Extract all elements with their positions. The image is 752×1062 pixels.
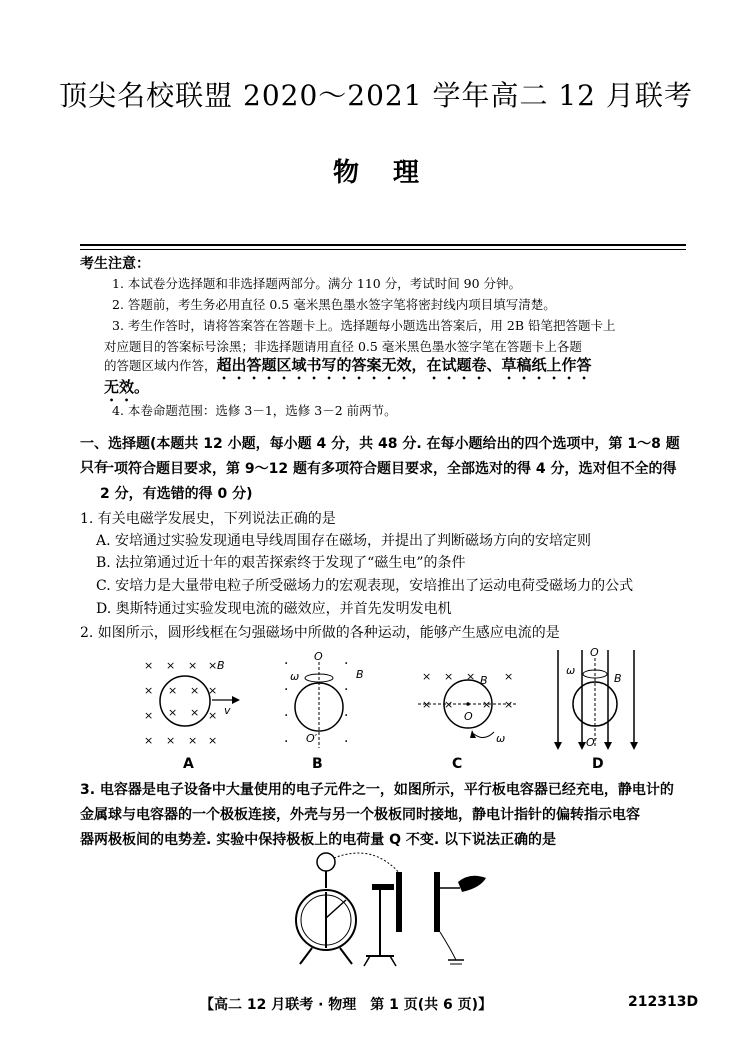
figure-b [278, 648, 388, 756]
svg-text:·: · [344, 734, 349, 750]
svg-text:×: × [188, 734, 198, 747]
svg-text:O: O [314, 650, 323, 663]
svg-text:×: × [168, 706, 178, 719]
question-1-option-a: A. 安培通过实验发现通电导线周围存在磁场，并提出了判断磁场方向的安培定则 [96, 533, 592, 549]
svg-text:×: × [504, 670, 514, 683]
svg-text:ω: ω [496, 732, 506, 745]
notice-item-3-cont: 对应题目的答案标号涂黑；非选择题请用直径 0.5 毫米黑色墨水签字笔在答题卡上各题 [104, 339, 582, 354]
svg-text:O′: O′ [306, 732, 318, 745]
section-instructions-line3: 2 分，有选错的得 0 分) [100, 486, 253, 502]
svg-text:×: × [190, 684, 200, 697]
svg-text:·: · [344, 708, 349, 724]
figure-a-label: A [183, 756, 194, 772]
section-instructions-line2: 一项符合题目要求，第 9～12 题有多项符合题目要求，全部选对的得 4 分，选对但不全的得 [100, 461, 677, 477]
subject-title: 物理 [332, 158, 453, 188]
svg-text:·: · [284, 708, 289, 724]
figure-electrometer [290, 848, 500, 968]
svg-text:v: v [224, 704, 231, 717]
svg-text:×: × [144, 659, 154, 672]
svg-text:×: × [166, 734, 176, 747]
svg-text:·: · [284, 734, 289, 750]
svg-text:×: × [504, 698, 514, 711]
question-1-stem: 1. 有关电磁学发展史，下列说法正确的是 [80, 511, 336, 527]
question-1-option-c: C. 安培力是大量带电粒子所受磁场力的宏观表现，安培推出了运动电荷受磁场力的公式 [96, 578, 634, 594]
svg-text:×: × [208, 709, 218, 722]
svg-text:×: × [208, 659, 218, 672]
svg-text:×: × [168, 684, 178, 697]
svg-text:O′: O′ [586, 736, 598, 749]
question-2-stem: 2. 如图所示，圆形线框在匀强磁场中所做的各种运动，能够产生感应电流的是 [80, 625, 560, 641]
svg-text:B: B [614, 672, 622, 685]
svg-text:B: B [217, 659, 225, 672]
figure-c-label: C [452, 756, 463, 772]
notice-emphasis-end: 无效。 [104, 378, 150, 396]
svg-text:ω: ω [290, 670, 300, 683]
svg-text:×: × [482, 698, 492, 711]
svg-text:·: · [284, 656, 289, 672]
page-footer: 【高二 12 月联考 · 物理 第 1 页(共 6 页)】 [200, 997, 493, 1013]
svg-text:×: × [144, 709, 154, 722]
figure-d-label: D [592, 756, 604, 772]
header-rule-thin [80, 249, 686, 250]
notice-item-3: 3. 考生作答时，请将答案答在答题卡上。选择题每小题选出答案后，用 2B 铅笔把答题卡上 [112, 318, 616, 333]
svg-text:·: · [344, 682, 349, 698]
svg-text:×: × [422, 698, 432, 711]
question-1-option-d: D. 奥斯特通过实验发现电流的磁效应，并首先发明发电机 [96, 601, 452, 617]
svg-text:×: × [188, 659, 198, 672]
figure-c [414, 660, 524, 750]
svg-text:×: × [166, 659, 176, 672]
notice-item-4: 4. 本卷命题范围：选修 3－1，选修 3－2 前两节。 [112, 403, 397, 418]
svg-text:×: × [444, 698, 454, 711]
question-3-line1: 3. 电容器是电子设备中大量使用的电子元件之一，如图所示，平行板电容器已经充电，静电计的 [80, 782, 674, 798]
figure-d [550, 646, 650, 756]
svg-text:×: × [208, 734, 218, 747]
svg-text:×: × [190, 706, 200, 719]
notice-item-1: 1. 本试卷分选择题和非选择题两部分。满分 110 分，考试时间 90 分钟。 [112, 276, 522, 291]
svg-text:×: × [208, 684, 218, 697]
svg-text:×: × [144, 734, 154, 747]
notice-item-2: 2. 答题前，考生务必用直径 0.5 毫米黑色墨水签字笔将密封线内项目填写清楚。 [112, 297, 556, 312]
svg-text:B: B [480, 674, 488, 687]
question-3-line3: 器两极板间的电势差. 实验中保持极板上的电荷量 Q 不变. 以下说法正确的是 [80, 832, 557, 848]
svg-text:×: × [466, 670, 476, 683]
paper-code: 212313D [628, 994, 699, 1010]
svg-text:×: × [144, 684, 154, 697]
section-instructions-line1: 一、选择题(本题共 12 小题，每小题 4 分，共 48 分. 在每小题给出的四个选项中，第 1～8 题只有 [80, 436, 680, 476]
svg-text:×: × [422, 670, 432, 683]
figure-a [136, 650, 246, 750]
svg-text:·: · [284, 682, 289, 698]
svg-text:·: · [344, 656, 349, 672]
figure-b-label: B [312, 756, 323, 772]
svg-text:×: × [444, 670, 454, 683]
svg-text:O: O [590, 646, 599, 659]
svg-text:B: B [356, 668, 364, 681]
notice-emphasis: 超出答题区域书写的答案无效，在试题卷、草稿纸上作答 [216, 356, 592, 374]
svg-text:O: O [464, 710, 473, 723]
header-rule-thick [80, 244, 686, 246]
exam-title: 顶尖名校联盟 2020～2021 学年高二 12 月联考 [59, 79, 693, 112]
notice-item-3-text: 的答题区域内作答， [104, 358, 217, 373]
question-1-option-b: B. 法拉第通过近十年的艰苦探索终于发现了“磁生电”的条件 [96, 555, 466, 571]
question-3-line2: 金属球与电容器的一个极板连接，外壳与另一个极板同时接地，静电计指针的偏转指示电容 [80, 807, 640, 823]
svg-text:ω: ω [566, 664, 576, 677]
notice-heading: 考生注意： [80, 256, 150, 272]
